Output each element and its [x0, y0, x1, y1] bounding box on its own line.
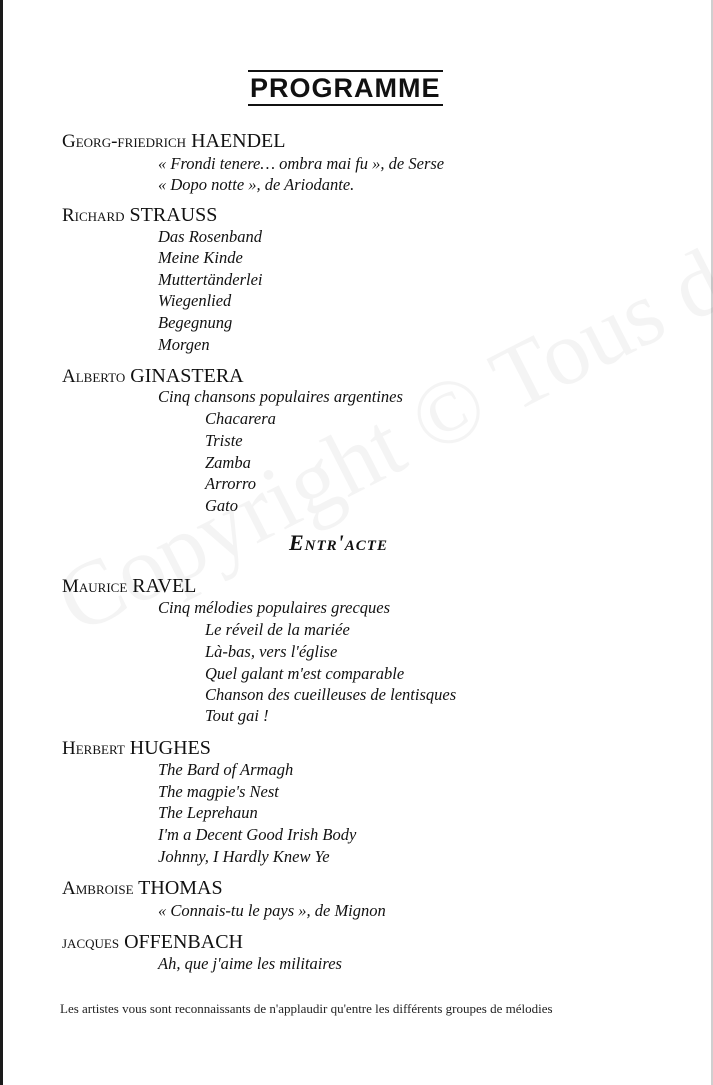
composer-first-name: Ambroise — [62, 878, 134, 899]
composer-haendel — [62, 130, 286, 153]
sub-work-item: Gato — [205, 496, 238, 515]
composer-first-name: jacques — [62, 932, 120, 953]
sub-work-item: Le réveil de la mariée — [205, 620, 350, 639]
composer-last-name: THOMAS — [138, 877, 223, 899]
sub-work-item: Là-bas, vers l'église — [205, 642, 338, 661]
composer-strauss — [62, 204, 217, 227]
page-title: PROGRAMME — [248, 70, 443, 106]
composer-ravel — [62, 575, 196, 598]
composer-last-name: HAENDEL — [191, 130, 286, 152]
scan-border-left — [0, 0, 3, 1085]
work-item: « Connais-tu le pays », de Mignon — [158, 901, 386, 920]
work-item: Wiegenlied — [158, 291, 232, 310]
composer-first-name: Maurice — [62, 576, 128, 597]
sub-work-item: Quel galant m'est comparable — [205, 664, 405, 683]
composer-thomas — [62, 877, 223, 900]
work-item: The Leprehaun — [158, 803, 258, 822]
work-item: Ah, que j'aime les militaires — [158, 954, 342, 973]
sub-work-item: Arrorro — [205, 474, 257, 493]
sub-work-item: Tout gai ! — [205, 706, 269, 725]
work-item: « Dopo notte », de Ariodante. — [158, 175, 355, 194]
composer-ginastera — [62, 365, 244, 388]
work-item: The magpie's Nest — [158, 782, 279, 801]
work-item: Cinq chansons populaires argentines — [158, 387, 403, 406]
composer-last-name: GINASTERA — [130, 365, 244, 387]
composer-last-name: HUGHES — [129, 737, 211, 759]
work-item: « Frondi tenere… ombra mai fu », de Serse — [158, 154, 445, 173]
sub-work-item: Chacarera — [205, 409, 276, 428]
work-item: Morgen — [158, 335, 210, 354]
work-item: Johnny, I Hardly Knew Ye — [158, 847, 330, 866]
composer-last-name: OFFENBACH — [124, 931, 243, 953]
composer-first-name: Herbert — [62, 738, 125, 759]
work-item: The Bard of Armagh — [158, 760, 294, 779]
composer-first-name: Georg-friedrich — [62, 131, 187, 152]
sub-work-item: Chanson des cueilleuses de lentisques — [205, 685, 457, 704]
composer-hughes — [62, 737, 211, 760]
work-item: I'm a Decent Good Irish Body — [158, 825, 357, 844]
composer-first-name: Richard — [62, 205, 125, 226]
work-item: Cinq mélodies populaires grecques — [158, 598, 391, 617]
work-item: Muttertänderlei — [158, 270, 263, 289]
entracte-heading: Entr'acte — [289, 530, 388, 555]
composer-offenbach — [62, 931, 243, 954]
work-item: Das Rosenband — [158, 227, 263, 246]
composer-first-name: Alberto — [62, 366, 126, 387]
composer-last-name: STRAUSS — [129, 204, 218, 226]
work-item: Meine Kinde — [158, 248, 243, 267]
sub-work-item: Zamba — [205, 453, 251, 472]
composer-last-name: RAVEL — [132, 575, 197, 597]
applause-note: Les artistes vous sont reconnaissants de n'applaudir qu'entre les différents groupes de mélodies — [60, 1001, 553, 1016]
work-item: Begegnung — [158, 313, 233, 332]
sub-work-item: Triste — [205, 431, 243, 450]
